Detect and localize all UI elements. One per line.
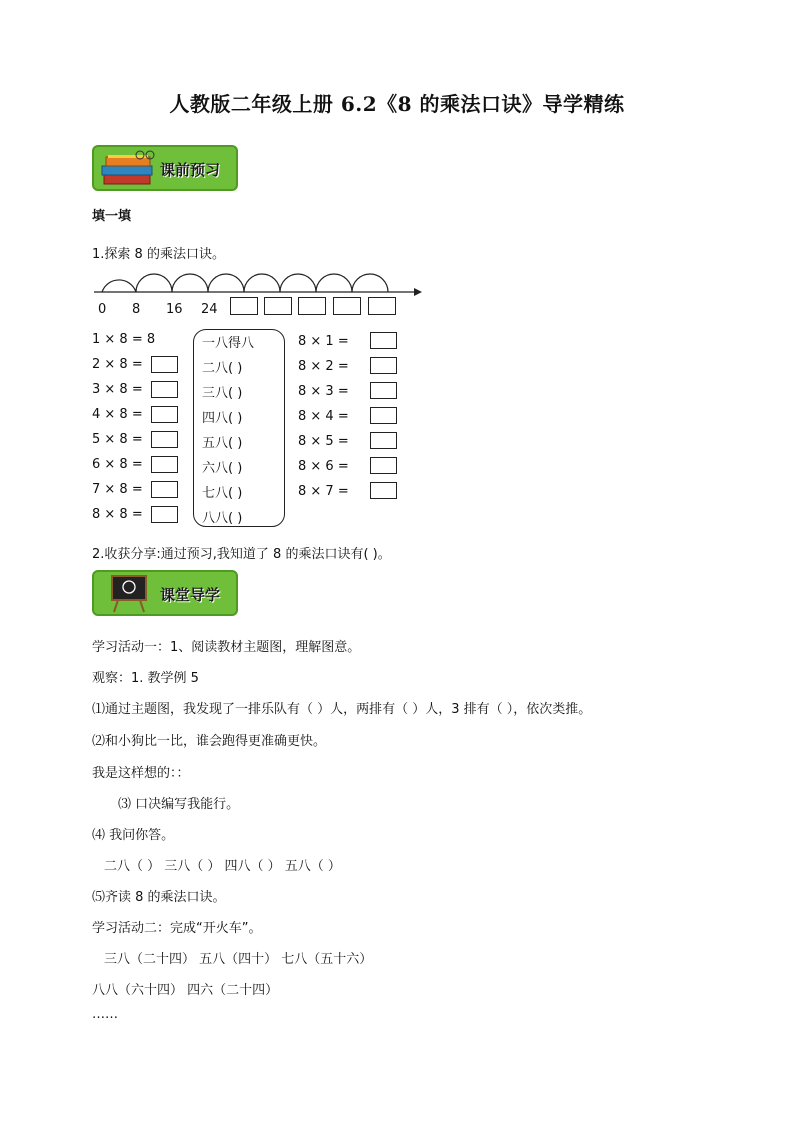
observe-line: 观察：1. 教学例 5 xyxy=(92,671,199,686)
equation: 8 × 3 = xyxy=(298,384,349,399)
answer-box[interactable] xyxy=(151,431,178,448)
question-1: 1.探索 8 的乘法口诀。 xyxy=(92,247,225,262)
activity-2: 学习活动二：完成“开火车”。 xyxy=(92,921,262,936)
equation: 8 × 8 = xyxy=(92,507,143,522)
answer-box[interactable] xyxy=(333,297,361,315)
answer-box[interactable] xyxy=(151,506,178,523)
mnemonic: 六八( ) xyxy=(202,461,243,476)
equation: 4 × 8 = xyxy=(92,407,143,422)
answer-box[interactable] xyxy=(370,382,397,399)
classroom-banner xyxy=(92,570,238,616)
mnemonic: 四八( ) xyxy=(202,411,243,426)
equation: 2 × 8 = xyxy=(92,357,143,372)
equation: 7 × 8 = xyxy=(92,482,143,497)
equation: 1 × 8 = 8 xyxy=(92,332,156,347)
answer-box[interactable] xyxy=(368,297,396,315)
equation: 8 × 2 = xyxy=(298,359,349,374)
equation: 8 × 5 = xyxy=(298,434,349,449)
train-line-1: 三八（二十四） 五八（四十） 七八（五十六） xyxy=(104,952,373,967)
answer-box[interactable] xyxy=(151,356,178,373)
preview-banner xyxy=(92,145,238,191)
answer-box[interactable] xyxy=(370,457,397,474)
mnemonic: 七八( ) xyxy=(202,486,243,501)
answer-box[interactable] xyxy=(298,297,326,315)
books-icon xyxy=(100,149,160,189)
equation: 8 × 6 = xyxy=(298,459,349,474)
answer-box[interactable] xyxy=(264,297,292,315)
mnemonic: 八八( ) xyxy=(202,511,243,526)
equation: 8 × 1 = xyxy=(298,334,349,349)
mnemonic: 五八( ) xyxy=(202,436,243,451)
ask-line: 二八（ ） 三八（ ） 四八（ ） 五八（ ） xyxy=(104,859,341,874)
item-5: ⑸齐读 8 的乘法口诀。 xyxy=(92,890,226,905)
number-line xyxy=(90,262,430,302)
page-title: 人教版二年级上册 6.2《8 的乘法口诀》导学精练 xyxy=(169,92,625,116)
nl-label-16: 16 xyxy=(166,302,183,317)
mnemonic: 二八( ) xyxy=(202,361,243,376)
item-1: ⑴通过主题图，我发现了一排乐队有（ ）人，两排有（ ）人，3 排有（ ），依次类推。 xyxy=(92,702,592,717)
think-line: 我是这样想的：： xyxy=(92,766,190,781)
nl-label-24: 24 xyxy=(201,302,218,317)
equation: 6 × 8 = xyxy=(92,457,143,472)
answer-box[interactable] xyxy=(370,482,397,499)
answer-box[interactable] xyxy=(370,332,397,349)
equation: 5 × 8 = xyxy=(92,432,143,447)
equation: 3 × 8 = xyxy=(92,382,143,397)
nl-label-0: 0 xyxy=(98,302,107,317)
equation: 8 × 4 = xyxy=(298,409,349,424)
answer-box[interactable] xyxy=(370,357,397,374)
banner-label: 课前预习 xyxy=(160,161,221,179)
answer-box[interactable] xyxy=(151,456,178,473)
answer-box[interactable] xyxy=(151,381,178,398)
mnemonic: 一八得八 xyxy=(202,336,255,351)
item-2: ⑵和小狗比一比，谁会跑得更准确更快。 xyxy=(92,734,327,749)
section-heading: 填一填 xyxy=(92,209,132,224)
nl-label-8: 8 xyxy=(132,302,141,317)
answer-box[interactable] xyxy=(370,407,397,424)
mnemonic: 三八( ) xyxy=(202,386,243,401)
item-4: ⑷ 我问你答。 xyxy=(92,828,175,843)
activity-1: 学习活动一：1、阅读教材主题图，理解图意。 xyxy=(92,640,361,655)
item-3: ⑶ 口决编写我能行。 xyxy=(118,797,240,812)
blackboard-icon xyxy=(108,574,152,614)
banner-label: 课堂导学 xyxy=(160,586,221,604)
answer-box[interactable] xyxy=(151,481,178,498)
answer-box[interactable] xyxy=(151,406,178,423)
answer-box[interactable] xyxy=(370,432,397,449)
question-2: 2.收获分享:通过预习,我知道了 8 的乘法口诀有( )。 xyxy=(92,547,391,562)
train-line-2: 八八（六十四） 四六（二十四） xyxy=(92,983,279,998)
ellipsis: …… xyxy=(92,1007,118,1022)
answer-box[interactable] xyxy=(230,297,258,315)
equation: 8 × 7 = xyxy=(298,484,349,499)
